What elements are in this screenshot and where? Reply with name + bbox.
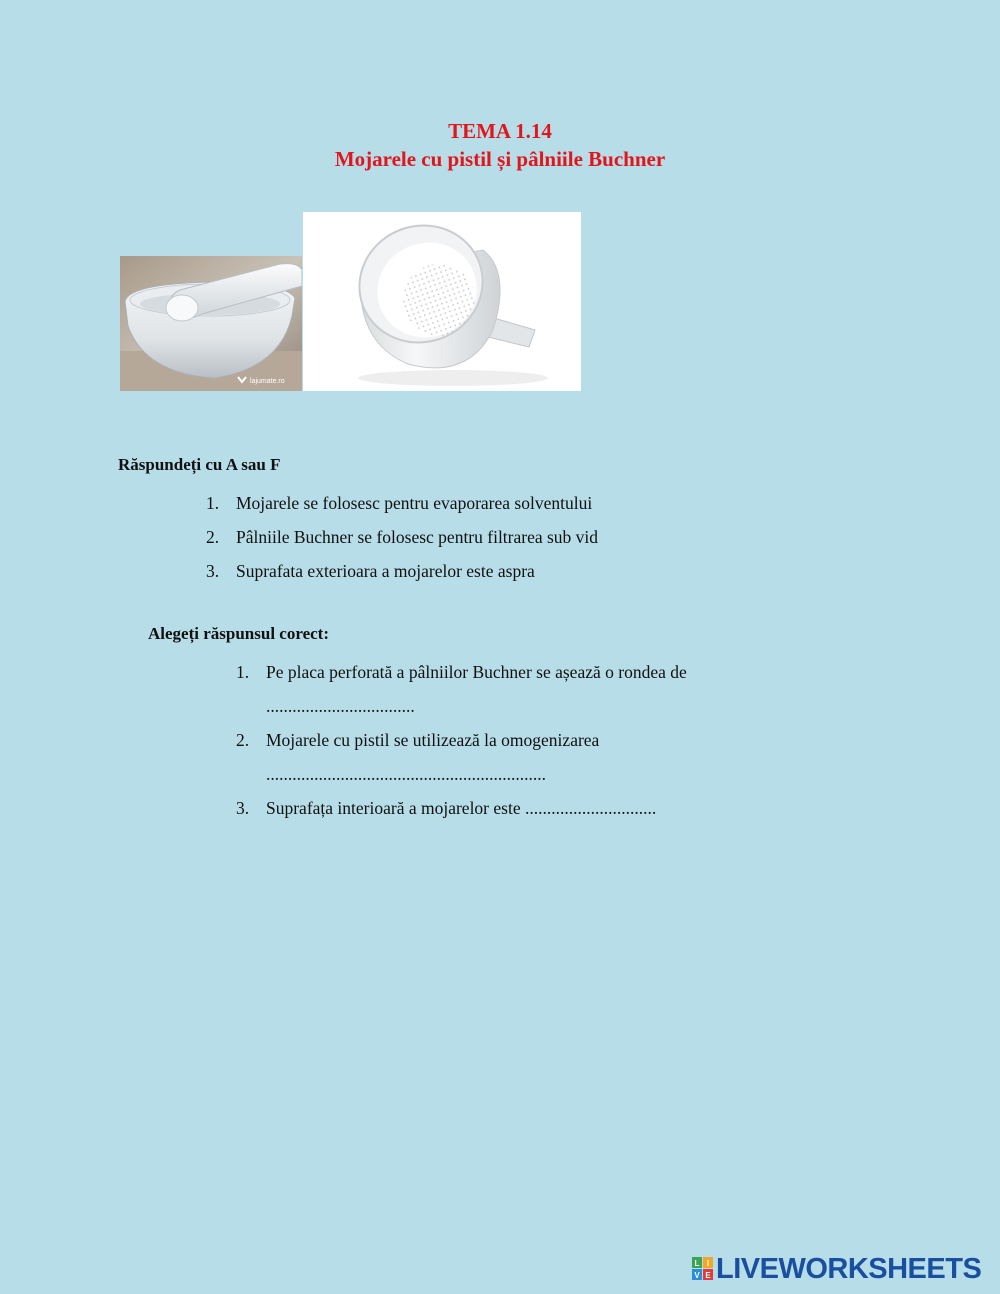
liveworksheets-logo[interactable]	[692, 1252, 981, 1286]
item-number: 1.	[206, 493, 220, 513]
item-number: 2.	[206, 527, 220, 547]
document-title	[0, 117, 1000, 173]
list-item	[236, 655, 796, 723]
item-text: Pâlniile Buchner se folosesc pentru filtrarea sub vid	[236, 527, 599, 547]
list-item	[206, 486, 598, 520]
answer-blank[interactable]: ................................................................	[266, 764, 546, 784]
answer-blank[interactable]: ..................................	[266, 696, 415, 716]
section2-heading: Alegeți răspunsul corect:	[148, 624, 329, 643]
cube-letter: I	[706, 1259, 710, 1268]
watermark-text: lajumate.ro	[250, 378, 285, 385]
buchner-funnel-image	[303, 212, 581, 391]
list-item	[206, 554, 598, 588]
item-text: Mojarele se folosesc pentru evaporarea solventului	[236, 493, 593, 513]
title-line-2: Mojarele cu pistil și pâlniile Buchner	[334, 147, 666, 171]
list-item	[206, 520, 598, 554]
cube-letter: L	[694, 1259, 700, 1268]
fill-in-list	[236, 655, 796, 825]
section1-heading: Răspundeți cu A sau F	[118, 455, 281, 474]
logo-cube-icon	[692, 1257, 714, 1281]
item-text: Suprafata exterioara a mojarelor este aspra	[236, 561, 535, 581]
item-number: 1.	[236, 662, 250, 682]
item-number: 3.	[206, 561, 220, 581]
title-line-1: TEMA 1.14	[448, 119, 552, 143]
cube-letter: E	[705, 1271, 711, 1280]
item-number: 2.	[236, 730, 250, 750]
cube-letter: V	[694, 1271, 700, 1280]
item-text: Pe placa perforată a pâlniilor Buchner se așează o rondea de	[266, 662, 687, 682]
item-number: 3.	[236, 798, 250, 818]
logo-text: LIVEWORKSHEETS	[716, 1252, 982, 1285]
mortar-pestle-image	[120, 256, 302, 391]
item-text: Mojarele cu pistil se utilizează la omogenizarea	[266, 730, 600, 750]
item-text[interactable]: Suprafața interioară a mojarelor este ..............................	[266, 798, 657, 818]
true-false-list	[206, 486, 598, 588]
list-item	[236, 791, 796, 825]
list-item	[236, 723, 796, 791]
